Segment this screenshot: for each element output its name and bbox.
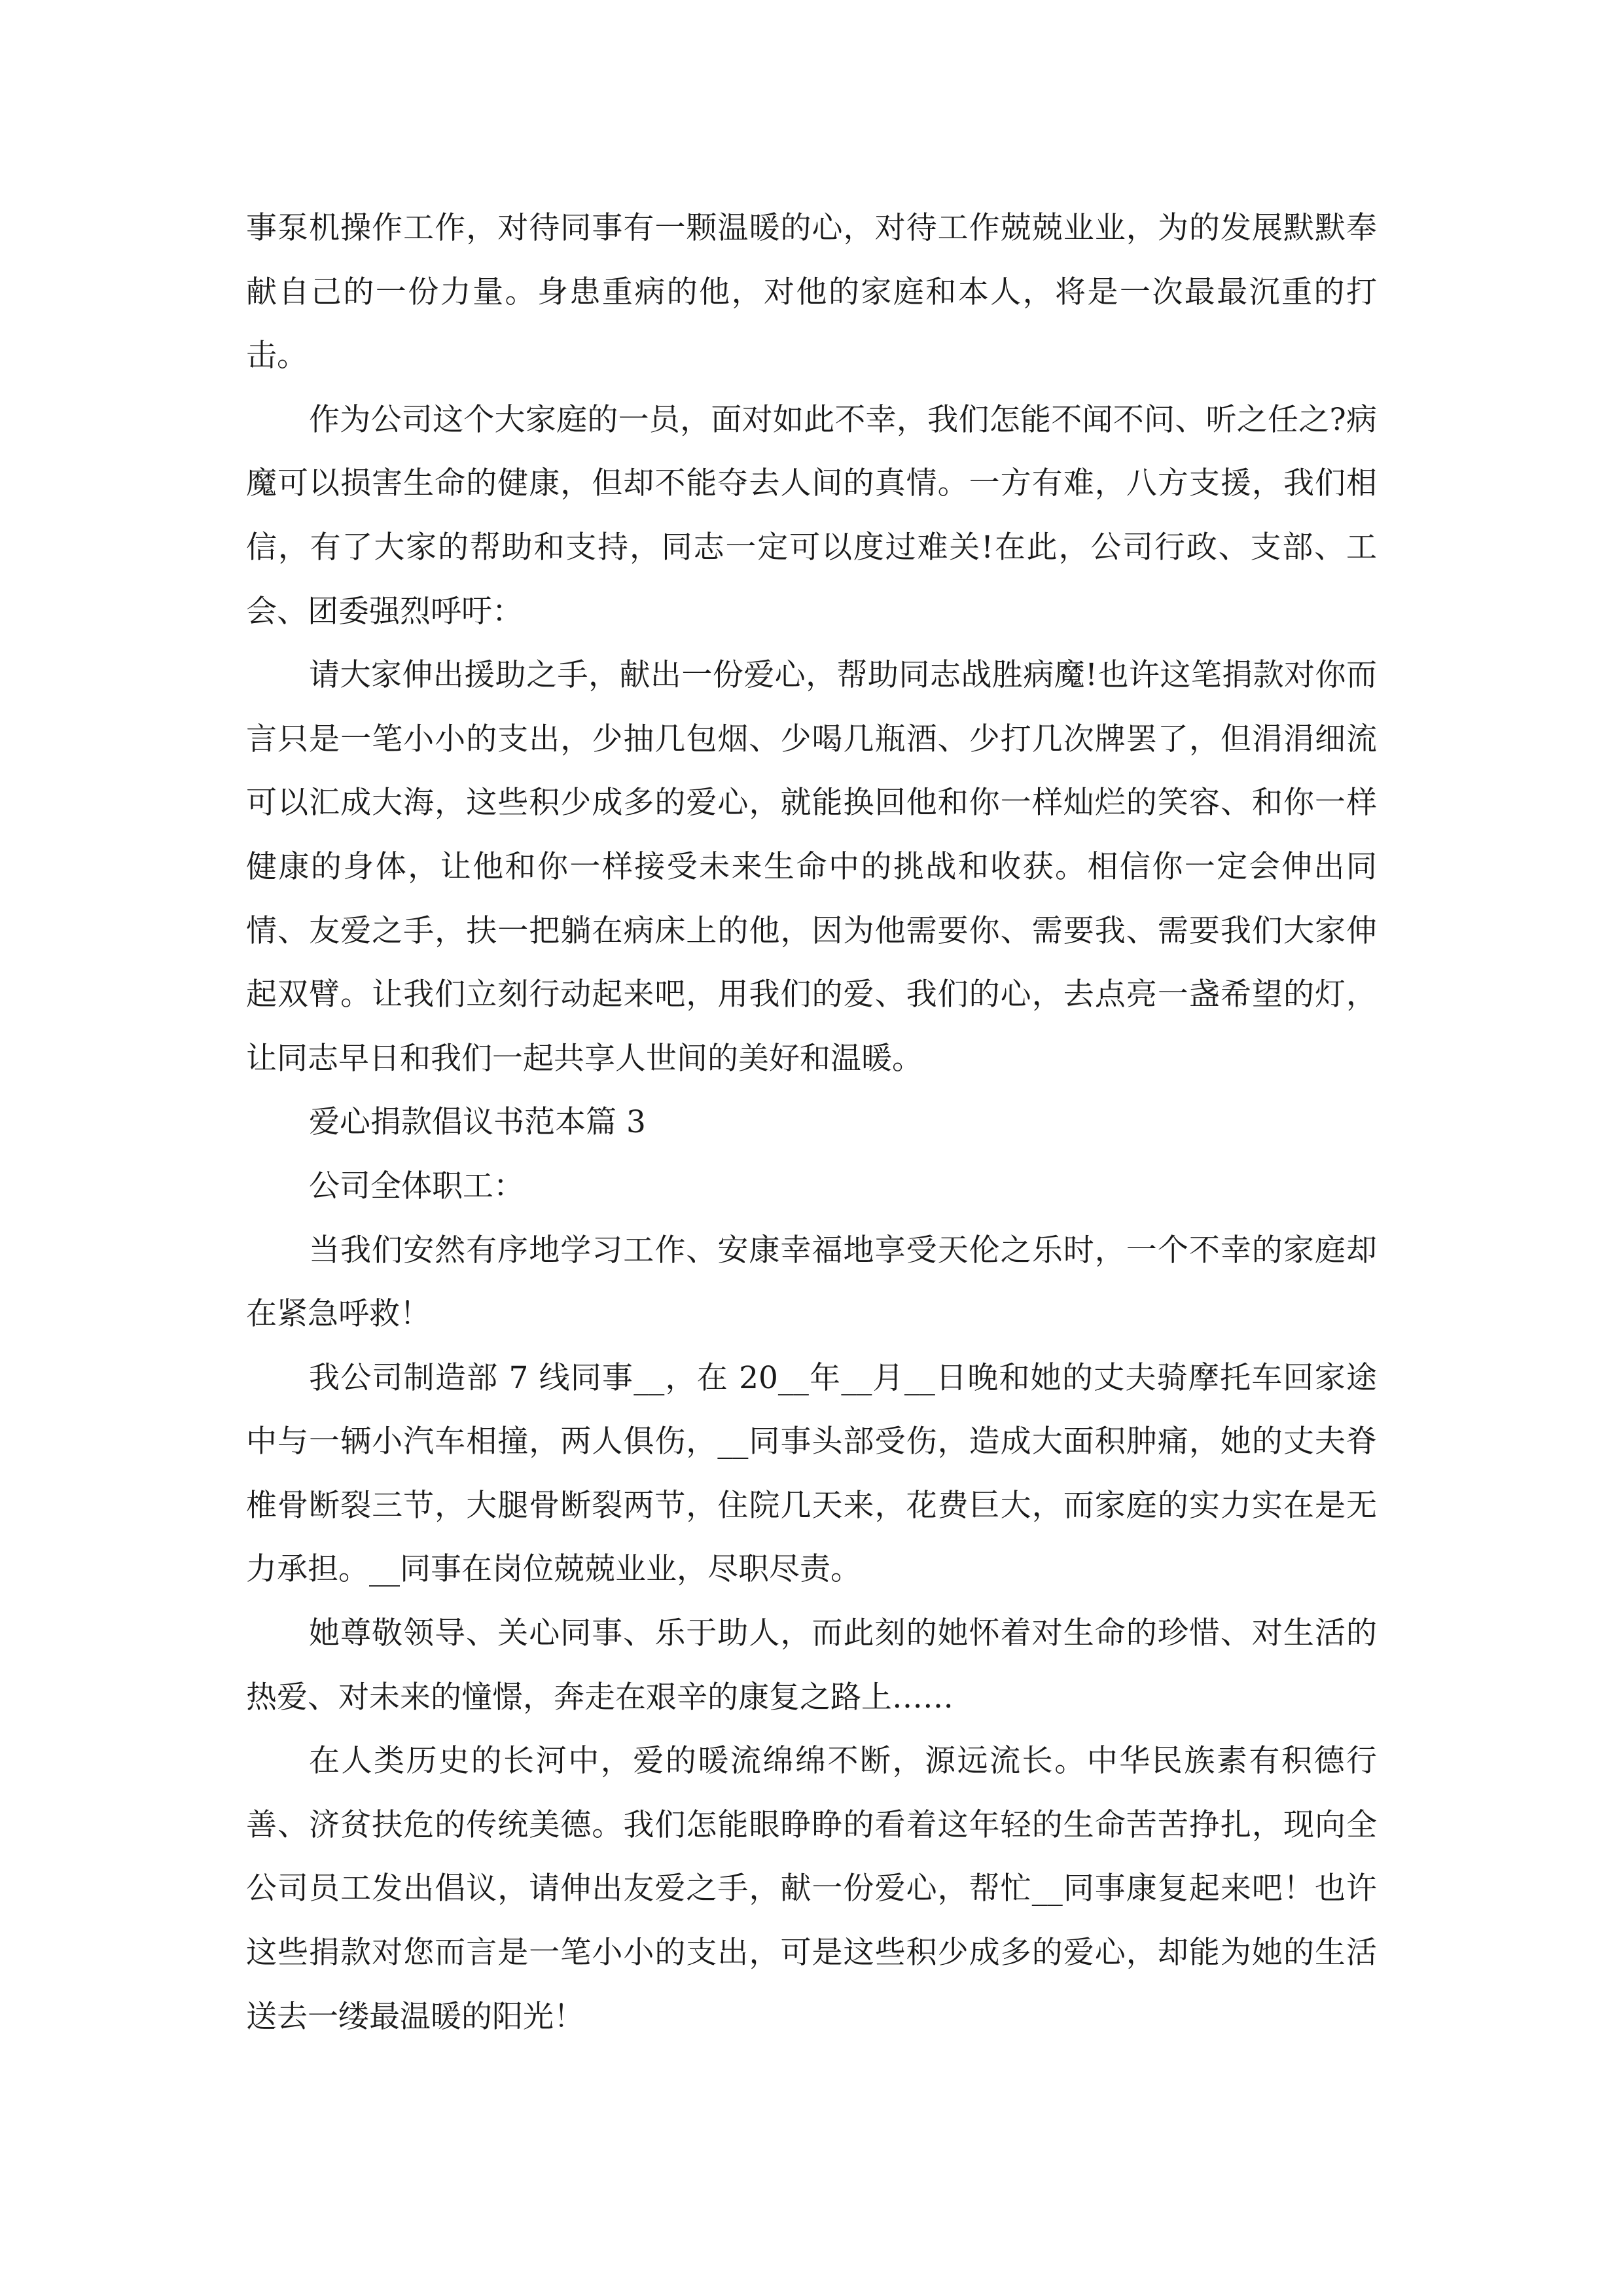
document-body [246, 196, 1377, 2049]
paragraph-1: 事泵机操作工作，对待同事有一颗温暖的心，对待工作兢兢业业，为的发展默默奉献自己的一份力量。身患重病的他，对他的家庭和本人，将是一次最最沉重的打击。 [246, 210, 1377, 374]
paragraph-2: 作为公司这个大家庭的一员，面对如此不幸，我们怎能不闻不问、听之任之?病魔可以损害生命的健康，但却不能夺去人间的真情。一方有难，八方支援，我们相信，有了大家的帮助和支持，同志一定可以度过难关!在此，公司行政、支部、工会、团委强烈呼吁： [246, 401, 1377, 630]
paragraph-7: 在人类历史的长河中，爱的暖流绵绵不断，源远流长。中华民族素有积德行善、济贫扶危的传统美德。我们怎能眼睁睁的看着这年轻的生命苦苦挣扎，现向全公司员工发出倡议，请伸出友爱之手，献一份爱心，帮忙__同事康复起来吧！也许这些捐款对您而言是一笔小小的支出，可是这些积少成多的爱心，却能为她的生活送去一缕最温暖的阳光！ [246, 1743, 1377, 2035]
paragraph-4: 当我们安然有序地学习工作、安康幸福地享受天伦之乐时，一个不幸的家庭却在紧急呼救！ [246, 1232, 1377, 1333]
salutation: 公司全体职工： [309, 1168, 524, 1204]
paragraph-6: 她尊敬领导、关心同事、乐于助人，而此刻的她怀着对生命的珍惜、对生活的热爱、对未来的憧憬，奔走在艰辛的康复之路上…… [246, 1615, 1377, 1715]
paragraph-3: 请大家伸出援助之手，献出一份爱心，帮助同志战胜病魔!也许这笔捐款对你而言只是一笔小小的支出，少抽几包烟、少喝几瓶酒、少打几次牌罢了，但涓涓细流可以汇成大海，这些积少成多的爱心，就能换回他和你一样灿烂的笑容、和你一样健康的身体，让他和你一样接受未来生命中的挑战和收获。相信你一定会伸出同情、友爱之手，扶一把躺在病床上的他，因为他需要你、需要我、需要我们大家伸起双臂。让我们立刻行动起来吧，用我们的爱、我们的心，去点亮一盏希望的灯，让同志早日和我们一起共享人世间的美好和温暖。 [246, 657, 1377, 1077]
section-heading: 爱心捐款倡议书范本篇 3 [309, 1104, 646, 1141]
paragraph-5: 我公司制造部 7 线同事__，在 20__年__月__日晚和她的丈夫骑摩托车回家途中与一辆小汽车相撞，两人俱伤，__同事头部受伤，造成大面积肿痛，她的丈夫脊椎骨断裂三节，大腿骨断裂两节，住院几天来，花费巨大，而家庭的实力实在是无力承担。__同事在岗位兢兢业业，尽职尽责。 [246, 1359, 1377, 1588]
